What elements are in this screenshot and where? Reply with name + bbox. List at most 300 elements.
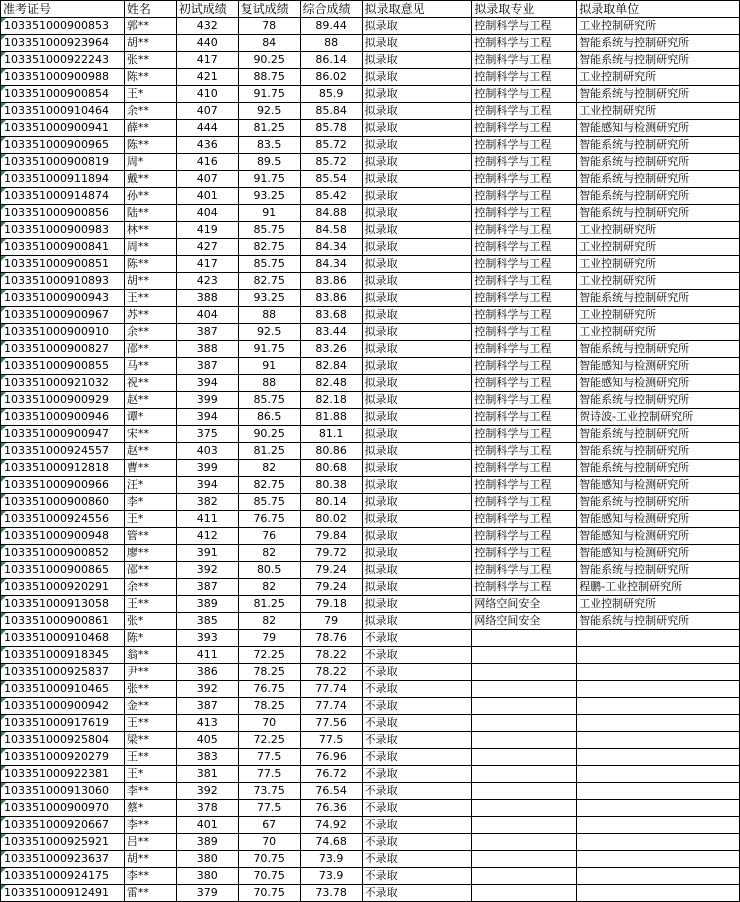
name-cell[interactable]: 苏** xyxy=(124,307,176,324)
decision-cell[interactable]: 不录取 xyxy=(362,834,472,851)
composite-score-cell[interactable]: 82.18 xyxy=(300,392,362,409)
decision-cell[interactable]: 拟录取 xyxy=(362,562,472,579)
decision-cell[interactable]: 不录取 xyxy=(362,766,472,783)
major-cell[interactable]: 控制科学与工程 xyxy=(472,324,577,341)
name-cell[interactable]: 余** xyxy=(124,324,176,341)
exam-id-cell[interactable]: 103351000900855 xyxy=(1,358,125,375)
major-cell[interactable]: 控制科学与工程 xyxy=(472,307,577,324)
exam-id-cell[interactable]: 103351000900860 xyxy=(1,494,125,511)
exam-id-cell[interactable]: 103351000900967 xyxy=(1,307,125,324)
exam-id-cell[interactable]: 103351000913058 xyxy=(1,596,125,613)
major-cell[interactable]: 控制科学与工程 xyxy=(472,273,577,290)
name-cell[interactable]: 张** xyxy=(124,52,176,69)
major-cell[interactable]: 控制科学与工程 xyxy=(472,239,577,256)
initial-score-cell[interactable]: 412 xyxy=(176,528,238,545)
major-cell[interactable]: 控制科学与工程 xyxy=(472,375,577,392)
name-cell[interactable]: 祝** xyxy=(124,375,176,392)
composite-score-cell[interactable]: 74.92 xyxy=(300,817,362,834)
initial-score-cell[interactable]: 407 xyxy=(176,171,238,188)
exam-id-cell[interactable]: 103351000900966 xyxy=(1,477,125,494)
decision-cell[interactable]: 拟录取 xyxy=(362,494,472,511)
exam-id-cell[interactable]: 103351000900929 xyxy=(1,392,125,409)
retest-score-cell[interactable]: 88 xyxy=(238,375,300,392)
initial-score-cell[interactable]: 388 xyxy=(176,290,238,307)
initial-score-cell[interactable]: 417 xyxy=(176,52,238,69)
composite-score-cell[interactable]: 77.5 xyxy=(300,732,362,749)
major-cell[interactable]: 控制科学与工程 xyxy=(472,409,577,426)
retest-score-cell[interactable]: 81.25 xyxy=(238,443,300,460)
decision-cell[interactable]: 拟录取 xyxy=(362,256,472,273)
retest-score-cell[interactable]: 85.75 xyxy=(238,222,300,239)
composite-score-cell[interactable]: 83.86 xyxy=(300,273,362,290)
name-cell[interactable]: 余** xyxy=(124,103,176,120)
exam-id-cell[interactable]: 103351000912491 xyxy=(1,885,125,902)
unit-cell[interactable]: 智能系统与控制研究所 xyxy=(577,392,740,409)
unit-cell[interactable]: 智能系统与控制研究所 xyxy=(577,154,740,171)
major-cell[interactable]: 控制科学与工程 xyxy=(472,494,577,511)
exam-id-cell[interactable]: 103351000910465 xyxy=(1,681,125,698)
decision-cell[interactable]: 拟录取 xyxy=(362,239,472,256)
name-cell[interactable]: 周* xyxy=(124,154,176,171)
unit-cell[interactable]: 智能系统与控制研究所 xyxy=(577,171,740,188)
unit-cell[interactable]: 工业控制研究所 xyxy=(577,222,740,239)
composite-score-cell[interactable]: 78.22 xyxy=(300,664,362,681)
exam-id-cell[interactable]: 103351000900861 xyxy=(1,613,125,630)
initial-score-cell[interactable]: 387 xyxy=(176,358,238,375)
unit-cell[interactable]: 工业控制研究所 xyxy=(577,239,740,256)
unit-cell[interactable]: 贺诗波-工业控制研究所 xyxy=(577,409,740,426)
decision-cell[interactable]: 不录取 xyxy=(362,851,472,868)
name-cell[interactable]: 张** xyxy=(124,681,176,698)
name-cell[interactable]: 谭* xyxy=(124,409,176,426)
exam-id-cell[interactable]: 103351000914874 xyxy=(1,188,125,205)
name-cell[interactable]: 曹** xyxy=(124,460,176,477)
unit-cell[interactable] xyxy=(577,851,740,868)
composite-score-cell[interactable]: 79.18 xyxy=(300,596,362,613)
decision-cell[interactable]: 不录取 xyxy=(362,664,472,681)
composite-score-cell[interactable]: 83.26 xyxy=(300,341,362,358)
composite-score-cell[interactable]: 84.34 xyxy=(300,239,362,256)
unit-cell[interactable]: 智能系统与控制研究所 xyxy=(577,613,740,630)
name-cell[interactable]: 王** xyxy=(124,596,176,613)
exam-id-cell[interactable]: 103351000925921 xyxy=(1,834,125,851)
retest-score-cell[interactable]: 82.75 xyxy=(238,239,300,256)
exam-id-cell[interactable]: 103351000900865 xyxy=(1,562,125,579)
composite-score-cell[interactable]: 85.42 xyxy=(300,188,362,205)
initial-score-cell[interactable]: 378 xyxy=(176,800,238,817)
composite-score-cell[interactable]: 80.86 xyxy=(300,443,362,460)
initial-score-cell[interactable]: 394 xyxy=(176,375,238,392)
composite-score-cell[interactable]: 79.84 xyxy=(300,528,362,545)
composite-score-cell[interactable]: 84.34 xyxy=(300,256,362,273)
retest-score-cell[interactable]: 77.5 xyxy=(238,800,300,817)
composite-score-cell[interactable]: 76.96 xyxy=(300,749,362,766)
unit-cell[interactable] xyxy=(577,817,740,834)
name-cell[interactable]: 邵** xyxy=(124,341,176,358)
decision-cell[interactable]: 拟录取 xyxy=(362,477,472,494)
initial-score-cell[interactable]: 392 xyxy=(176,681,238,698)
name-cell[interactable]: 林** xyxy=(124,222,176,239)
composite-score-cell[interactable]: 85.9 xyxy=(300,86,362,103)
unit-cell[interactable] xyxy=(577,783,740,800)
decision-cell[interactable]: 不录取 xyxy=(362,868,472,885)
retest-score-cell[interactable]: 83.5 xyxy=(238,137,300,154)
initial-score-cell[interactable]: 401 xyxy=(176,188,238,205)
retest-score-cell[interactable]: 72.25 xyxy=(238,732,300,749)
retest-score-cell[interactable]: 70.75 xyxy=(238,885,300,902)
retest-score-cell[interactable]: 70 xyxy=(238,834,300,851)
decision-cell[interactable]: 拟录取 xyxy=(362,86,472,103)
unit-cell[interactable] xyxy=(577,800,740,817)
composite-score-cell[interactable]: 86.02 xyxy=(300,69,362,86)
composite-score-cell[interactable]: 88 xyxy=(300,35,362,52)
major-cell[interactable]: 控制科学与工程 xyxy=(472,188,577,205)
decision-cell[interactable]: 拟录取 xyxy=(362,188,472,205)
composite-score-cell[interactable]: 89.44 xyxy=(300,18,362,35)
initial-score-cell[interactable]: 404 xyxy=(176,205,238,222)
unit-cell[interactable]: 智能系统与控制研究所 xyxy=(577,137,740,154)
name-cell[interactable]: 蔡* xyxy=(124,800,176,817)
name-cell[interactable]: 马** xyxy=(124,358,176,375)
exam-id-cell[interactable]: 103351000925837 xyxy=(1,664,125,681)
initial-score-cell[interactable]: 394 xyxy=(176,409,238,426)
initial-score-cell[interactable]: 401 xyxy=(176,817,238,834)
exam-id-cell[interactable]: 103351000922243 xyxy=(1,52,125,69)
name-cell[interactable]: 王* xyxy=(124,766,176,783)
decision-cell[interactable]: 拟录取 xyxy=(362,579,472,596)
unit-cell[interactable]: 工业控制研究所 xyxy=(577,273,740,290)
name-cell[interactable]: 宋** xyxy=(124,426,176,443)
unit-cell[interactable]: 智能系统与控制研究所 xyxy=(577,188,740,205)
composite-score-cell[interactable]: 82.48 xyxy=(300,375,362,392)
decision-cell[interactable]: 拟录取 xyxy=(362,596,472,613)
exam-id-cell[interactable]: 103351000913060 xyxy=(1,783,125,800)
retest-score-cell[interactable]: 81.25 xyxy=(238,120,300,137)
retest-score-cell[interactable]: 84 xyxy=(238,35,300,52)
composite-score-cell[interactable]: 74.68 xyxy=(300,834,362,851)
exam-id-cell[interactable]: 103351000900851 xyxy=(1,256,125,273)
retest-score-cell[interactable]: 78 xyxy=(238,18,300,35)
name-cell[interactable]: 陆** xyxy=(124,205,176,222)
initial-score-cell[interactable]: 386 xyxy=(176,664,238,681)
major-cell[interactable]: 控制科学与工程 xyxy=(472,222,577,239)
name-cell[interactable]: 尹** xyxy=(124,664,176,681)
major-cell[interactable] xyxy=(472,885,577,902)
initial-score-cell[interactable]: 392 xyxy=(176,562,238,579)
decision-cell[interactable]: 拟录取 xyxy=(362,511,472,528)
exam-id-cell[interactable]: 103351000900970 xyxy=(1,800,125,817)
retest-score-cell[interactable]: 76.75 xyxy=(238,681,300,698)
exam-id-cell[interactable]: 103351000910468 xyxy=(1,630,125,647)
name-cell[interactable]: 陈** xyxy=(124,256,176,273)
name-cell[interactable]: 周** xyxy=(124,239,176,256)
retest-score-cell[interactable]: 92.5 xyxy=(238,103,300,120)
major-cell[interactable]: 控制科学与工程 xyxy=(472,52,577,69)
major-cell[interactable]: 控制科学与工程 xyxy=(472,171,577,188)
major-cell[interactable]: 控制科学与工程 xyxy=(472,256,577,273)
column-header[interactable]: 复试成绩 xyxy=(238,1,300,18)
unit-cell[interactable] xyxy=(577,766,740,783)
name-cell[interactable]: 郭** xyxy=(124,18,176,35)
exam-id-cell[interactable]: 103351000922381 xyxy=(1,766,125,783)
composite-score-cell[interactable]: 79 xyxy=(300,613,362,630)
initial-score-cell[interactable]: 399 xyxy=(176,460,238,477)
decision-cell[interactable]: 不录取 xyxy=(362,630,472,647)
major-cell[interactable]: 控制科学与工程 xyxy=(472,358,577,375)
composite-score-cell[interactable]: 81.1 xyxy=(300,426,362,443)
unit-cell[interactable]: 工业控制研究所 xyxy=(577,18,740,35)
retest-score-cell[interactable]: 77.5 xyxy=(238,766,300,783)
major-cell[interactable] xyxy=(472,647,577,664)
retest-score-cell[interactable]: 88 xyxy=(238,307,300,324)
composite-score-cell[interactable]: 79.24 xyxy=(300,562,362,579)
name-cell[interactable]: 李** xyxy=(124,817,176,834)
retest-score-cell[interactable]: 76 xyxy=(238,528,300,545)
composite-score-cell[interactable]: 85.78 xyxy=(300,120,362,137)
composite-score-cell[interactable]: 78.22 xyxy=(300,647,362,664)
decision-cell[interactable]: 拟录取 xyxy=(362,35,472,52)
unit-cell[interactable]: 智能系统与控制研究所 xyxy=(577,35,740,52)
decision-cell[interactable]: 拟录取 xyxy=(362,392,472,409)
composite-score-cell[interactable]: 80.38 xyxy=(300,477,362,494)
initial-score-cell[interactable]: 421 xyxy=(176,69,238,86)
retest-score-cell[interactable]: 79 xyxy=(238,630,300,647)
composite-score-cell[interactable]: 81.88 xyxy=(300,409,362,426)
major-cell[interactable]: 控制科学与工程 xyxy=(472,290,577,307)
major-cell[interactable]: 网络空间安全 xyxy=(472,596,577,613)
initial-score-cell[interactable]: 387 xyxy=(176,698,238,715)
retest-score-cell[interactable]: 70 xyxy=(238,715,300,732)
exam-id-cell[interactable]: 103351000900819 xyxy=(1,154,125,171)
composite-score-cell[interactable]: 73.9 xyxy=(300,851,362,868)
name-cell[interactable]: 金** xyxy=(124,698,176,715)
decision-cell[interactable]: 拟录取 xyxy=(362,154,472,171)
exam-id-cell[interactable]: 103351000910464 xyxy=(1,103,125,120)
retest-score-cell[interactable]: 88.75 xyxy=(238,69,300,86)
decision-cell[interactable]: 拟录取 xyxy=(362,273,472,290)
composite-score-cell[interactable]: 73.78 xyxy=(300,885,362,902)
unit-cell[interactable]: 智能感知与检测研究所 xyxy=(577,375,740,392)
unit-cell[interactable] xyxy=(577,732,740,749)
name-cell[interactable]: 王** xyxy=(124,749,176,766)
exam-id-cell[interactable]: 103351000912818 xyxy=(1,460,125,477)
composite-score-cell[interactable]: 86.14 xyxy=(300,52,362,69)
name-cell[interactable]: 梁** xyxy=(124,732,176,749)
name-cell[interactable]: 李* xyxy=(124,494,176,511)
major-cell[interactable]: 控制科学与工程 xyxy=(472,35,577,52)
retest-score-cell[interactable]: 91.75 xyxy=(238,86,300,103)
initial-score-cell[interactable]: 405 xyxy=(176,732,238,749)
exam-id-cell[interactable]: 103351000900841 xyxy=(1,239,125,256)
initial-score-cell[interactable]: 436 xyxy=(176,137,238,154)
column-header[interactable]: 拟录取专业 xyxy=(472,1,577,18)
decision-cell[interactable]: 不录取 xyxy=(362,647,472,664)
name-cell[interactable]: 胡** xyxy=(124,35,176,52)
decision-cell[interactable]: 拟录取 xyxy=(362,460,472,477)
retest-score-cell[interactable]: 82 xyxy=(238,579,300,596)
major-cell[interactable] xyxy=(472,664,577,681)
exam-id-cell[interactable]: 103351000900983 xyxy=(1,222,125,239)
composite-score-cell[interactable]: 77.56 xyxy=(300,715,362,732)
major-cell[interactable] xyxy=(472,851,577,868)
initial-score-cell[interactable]: 382 xyxy=(176,494,238,511)
name-cell[interactable]: 吕** xyxy=(124,834,176,851)
retest-score-cell[interactable]: 70.75 xyxy=(238,851,300,868)
exam-id-cell[interactable]: 103351000920279 xyxy=(1,749,125,766)
composite-score-cell[interactable]: 85.72 xyxy=(300,154,362,171)
retest-score-cell[interactable]: 73.75 xyxy=(238,783,300,800)
column-header[interactable]: 拟录取意见 xyxy=(362,1,472,18)
retest-score-cell[interactable]: 91.75 xyxy=(238,341,300,358)
major-cell[interactable] xyxy=(472,783,577,800)
name-cell[interactable]: 张* xyxy=(124,613,176,630)
name-cell[interactable]: 邵** xyxy=(124,562,176,579)
name-cell[interactable]: 管** xyxy=(124,528,176,545)
major-cell[interactable]: 控制科学与工程 xyxy=(472,460,577,477)
decision-cell[interactable]: 不录取 xyxy=(362,783,472,800)
decision-cell[interactable]: 拟录取 xyxy=(362,341,472,358)
major-cell[interactable]: 控制科学与工程 xyxy=(472,205,577,222)
name-cell[interactable]: 赵** xyxy=(124,392,176,409)
column-header[interactable]: 姓名 xyxy=(124,1,176,18)
retest-score-cell[interactable]: 89.5 xyxy=(238,154,300,171)
initial-score-cell[interactable]: 387 xyxy=(176,324,238,341)
major-cell[interactable]: 控制科学与工程 xyxy=(472,562,577,579)
initial-score-cell[interactable]: 444 xyxy=(176,120,238,137)
retest-score-cell[interactable]: 85.75 xyxy=(238,392,300,409)
unit-cell[interactable]: 工业控制研究所 xyxy=(577,596,740,613)
composite-score-cell[interactable]: 76.36 xyxy=(300,800,362,817)
retest-score-cell[interactable]: 81.25 xyxy=(238,596,300,613)
initial-score-cell[interactable]: 410 xyxy=(176,86,238,103)
major-cell[interactable]: 控制科学与工程 xyxy=(472,69,577,86)
major-cell[interactable] xyxy=(472,817,577,834)
unit-cell[interactable]: 智能感知与检测研究所 xyxy=(577,477,740,494)
composite-score-cell[interactable]: 73.9 xyxy=(300,868,362,885)
decision-cell[interactable]: 不录取 xyxy=(362,885,472,902)
composite-score-cell[interactable]: 85.54 xyxy=(300,171,362,188)
decision-cell[interactable]: 不录取 xyxy=(362,698,472,715)
unit-cell[interactable]: 智能感知与检测研究所 xyxy=(577,545,740,562)
unit-cell[interactable] xyxy=(577,681,740,698)
unit-cell[interactable] xyxy=(577,868,740,885)
unit-cell[interactable] xyxy=(577,715,740,732)
initial-score-cell[interactable]: 389 xyxy=(176,834,238,851)
exam-id-cell[interactable]: 103351000920667 xyxy=(1,817,125,834)
decision-cell[interactable]: 拟录取 xyxy=(362,409,472,426)
composite-score-cell[interactable]: 85.72 xyxy=(300,137,362,154)
exam-id-cell[interactable]: 103351000900943 xyxy=(1,290,125,307)
initial-score-cell[interactable]: 440 xyxy=(176,35,238,52)
initial-score-cell[interactable]: 380 xyxy=(176,868,238,885)
exam-id-cell[interactable]: 103351000900965 xyxy=(1,137,125,154)
unit-cell[interactable]: 工业控制研究所 xyxy=(577,69,740,86)
unit-cell[interactable]: 智能感知与检测研究所 xyxy=(577,511,740,528)
retest-score-cell[interactable]: 85.75 xyxy=(238,494,300,511)
decision-cell[interactable]: 不录取 xyxy=(362,749,472,766)
exam-id-cell[interactable]: 103351000911894 xyxy=(1,171,125,188)
unit-cell[interactable] xyxy=(577,647,740,664)
unit-cell[interactable] xyxy=(577,698,740,715)
composite-score-cell[interactable]: 79.24 xyxy=(300,579,362,596)
unit-cell[interactable] xyxy=(577,630,740,647)
exam-id-cell[interactable]: 103351000900827 xyxy=(1,341,125,358)
initial-score-cell[interactable]: 387 xyxy=(176,579,238,596)
exam-id-cell[interactable]: 103351000924557 xyxy=(1,443,125,460)
decision-cell[interactable]: 拟录取 xyxy=(362,18,472,35)
initial-score-cell[interactable]: 381 xyxy=(176,766,238,783)
retest-score-cell[interactable]: 93.25 xyxy=(238,290,300,307)
initial-score-cell[interactable]: 411 xyxy=(176,647,238,664)
decision-cell[interactable]: 不录取 xyxy=(362,800,472,817)
decision-cell[interactable]: 不录取 xyxy=(362,715,472,732)
unit-cell[interactable]: 工业控制研究所 xyxy=(577,324,740,341)
initial-score-cell[interactable]: 393 xyxy=(176,630,238,647)
initial-score-cell[interactable]: 394 xyxy=(176,477,238,494)
retest-score-cell[interactable]: 91 xyxy=(238,205,300,222)
major-cell[interactable]: 控制科学与工程 xyxy=(472,154,577,171)
retest-score-cell[interactable]: 70.75 xyxy=(238,868,300,885)
unit-cell[interactable]: 智能系统与控制研究所 xyxy=(577,290,740,307)
decision-cell[interactable]: 拟录取 xyxy=(362,222,472,239)
name-cell[interactable]: 李** xyxy=(124,783,176,800)
composite-score-cell[interactable]: 78.76 xyxy=(300,630,362,647)
major-cell[interactable] xyxy=(472,698,577,715)
initial-score-cell[interactable]: 411 xyxy=(176,511,238,528)
initial-score-cell[interactable]: 419 xyxy=(176,222,238,239)
composite-score-cell[interactable]: 82.84 xyxy=(300,358,362,375)
major-cell[interactable]: 网络空间安全 xyxy=(472,613,577,630)
exam-id-cell[interactable]: 103351000900946 xyxy=(1,409,125,426)
retest-score-cell[interactable]: 82 xyxy=(238,460,300,477)
initial-score-cell[interactable]: 380 xyxy=(176,851,238,868)
composite-score-cell[interactable]: 76.72 xyxy=(300,766,362,783)
composite-score-cell[interactable]: 80.02 xyxy=(300,511,362,528)
initial-score-cell[interactable]: 407 xyxy=(176,103,238,120)
unit-cell[interactable]: 智能系统与控制研究所 xyxy=(577,86,740,103)
unit-cell[interactable]: 工业控制研究所 xyxy=(577,307,740,324)
composite-score-cell[interactable]: 80.14 xyxy=(300,494,362,511)
composite-score-cell[interactable]: 80.68 xyxy=(300,460,362,477)
initial-score-cell[interactable]: 389 xyxy=(176,596,238,613)
major-cell[interactable]: 控制科学与工程 xyxy=(472,426,577,443)
retest-score-cell[interactable]: 76.75 xyxy=(238,511,300,528)
unit-cell[interactable]: 工业控制研究所 xyxy=(577,256,740,273)
retest-score-cell[interactable]: 67 xyxy=(238,817,300,834)
name-cell[interactable]: 李** xyxy=(124,868,176,885)
composite-score-cell[interactable]: 83.44 xyxy=(300,324,362,341)
initial-score-cell[interactable]: 404 xyxy=(176,307,238,324)
major-cell[interactable]: 控制科学与工程 xyxy=(472,579,577,596)
initial-score-cell[interactable]: 391 xyxy=(176,545,238,562)
unit-cell[interactable] xyxy=(577,885,740,902)
unit-cell[interactable]: 智能系统与控制研究所 xyxy=(577,443,740,460)
exam-id-cell[interactable]: 103351000900947 xyxy=(1,426,125,443)
composite-score-cell[interactable]: 77.74 xyxy=(300,681,362,698)
unit-cell[interactable]: 智能系统与控制研究所 xyxy=(577,205,740,222)
composite-score-cell[interactable]: 77.74 xyxy=(300,698,362,715)
name-cell[interactable]: 戴** xyxy=(124,171,176,188)
retest-score-cell[interactable]: 90.25 xyxy=(238,52,300,69)
major-cell[interactable]: 控制科学与工程 xyxy=(472,392,577,409)
decision-cell[interactable]: 拟录取 xyxy=(362,307,472,324)
unit-cell[interactable]: 智能系统与控制研究所 xyxy=(577,460,740,477)
retest-score-cell[interactable]: 72.25 xyxy=(238,647,300,664)
major-cell[interactable]: 控制科学与工程 xyxy=(472,477,577,494)
unit-cell[interactable]: 程鹏-工业控制研究所 xyxy=(577,579,740,596)
column-header[interactable]: 初试成绩 xyxy=(176,1,238,18)
exam-id-cell[interactable]: 103351000921032 xyxy=(1,375,125,392)
